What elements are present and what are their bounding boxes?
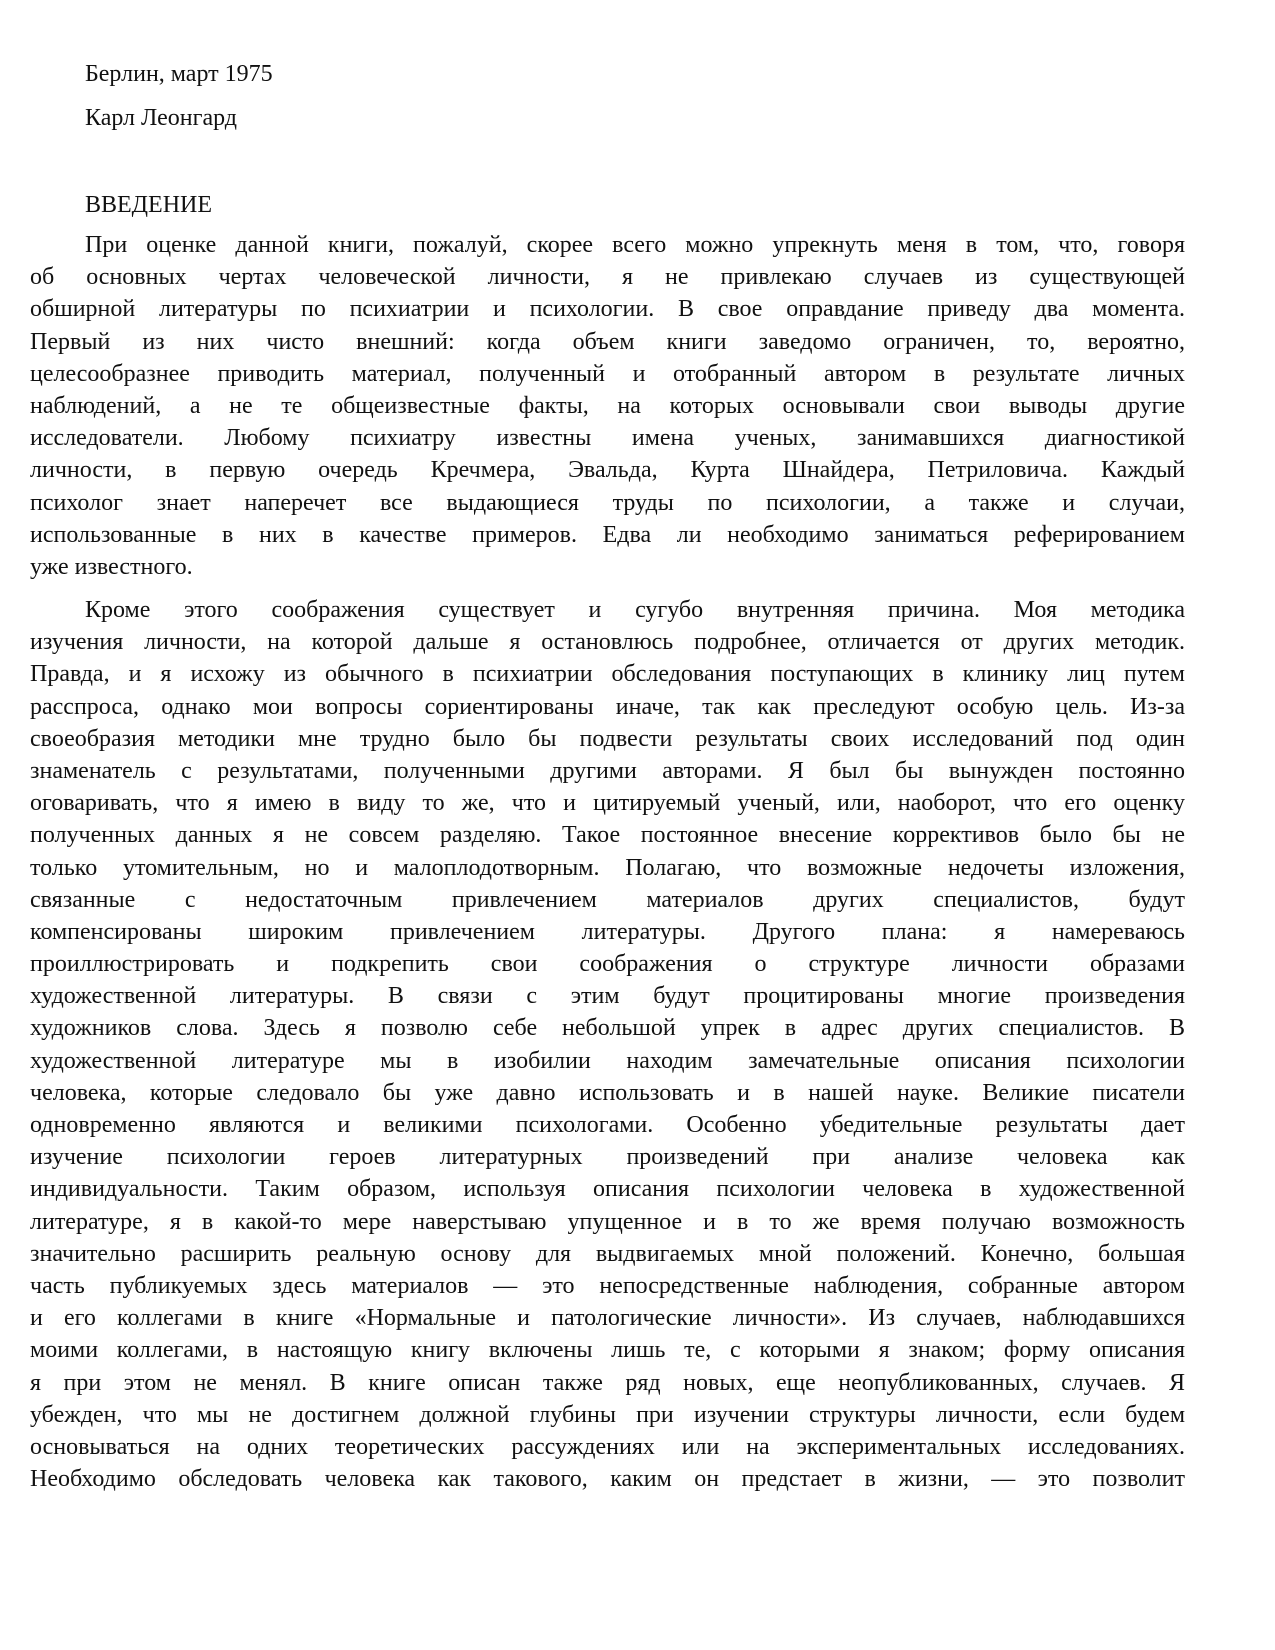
text-line: часть публикуемых здесь материалов — это непосредственные наблюдения, собранные автором	[30, 1272, 1185, 1299]
text-line: полученных данных я не совсем разделяю. Такое постоянное внесение коррективов было бы не	[30, 822, 1185, 849]
text-line: значительно расширить реальную основу для выдвигаемых мной положений. Конечно, большая	[30, 1240, 1185, 1267]
text-line: наблюдений, а не те общеизвестные факты, на которых основывали свои выводы другие	[30, 392, 1185, 419]
text-line: оговаривать, что я имею в виду то же, что и цитируемый ученый, или, наоборот, что его оценку	[30, 790, 1185, 817]
text-line: и его коллегами в книге «Нормальные и патологические личности». Из случаев, наблюдавшихся	[30, 1305, 1185, 1332]
text-line: человека, которые следовало бы уже давно использовать и в нашей науке. Великие писатели	[30, 1079, 1185, 1106]
text-line: одновременно являются и великими психологами. Особенно убедительные результаты дает	[30, 1112, 1185, 1138]
text-line: связанные с недостаточным привлечением материалов других специалистов, будут	[30, 886, 1185, 913]
text-line: Правда, и я исхожу из обычного в психиатрии обследования поступающих в клинику лиц путем	[30, 661, 1185, 688]
text-line: Необходимо обследовать человека как такового, каким он предстает в жизни, — это позволит	[30, 1466, 1185, 1493]
text-line: убежден, что мы не достигнем должной глубины при изучении структуры личности, если будем	[30, 1401, 1185, 1428]
text-line: моими коллегами, в настоящую книгу включены лишь те, с которыми я знаком; форму описания	[30, 1337, 1185, 1364]
text-line: уже известного.	[30, 553, 193, 580]
paragraph-2	[30, 594, 1185, 1495]
text-line: я при этом не менял. В книге описан также ряд новых, еще неопубликованных, случаев. Я	[30, 1369, 1185, 1396]
text-line: психолог знает наперечет все выдающиеся труды по психологии, а также и случаи,	[30, 489, 1185, 516]
paragraph-1	[30, 229, 1185, 583]
text-line: своеобразия методики мне трудно было бы подвести результаты своих исследований под один	[30, 725, 1185, 752]
text-line: компенсированы широким привлечением литературы. Другого плана: я намереваюсь	[30, 918, 1185, 945]
text-line: индивидуальности. Таким образом, используя описания психологии человека в художественной	[30, 1176, 1185, 1203]
text-line: исследователи. Любому психиатру известны имена ученых, занимавшихся диагностикой	[30, 425, 1185, 452]
text-line: об основных чертах человеческой личности, я не привлекаю случаев из существующей	[30, 264, 1185, 291]
text-line: художников слова. Здесь я позволю себе небольшой упрек в адрес других специалистов. В	[30, 1015, 1185, 1042]
section-title: ВВЕДЕНИЕ	[85, 192, 213, 218]
text-line: личности, в первую очередь Кречмера, Эвальда, Курта Шнайдера, Петриловича. Каждый	[30, 457, 1185, 484]
text-line: обширной литературы по психиатрии и психологии. В свое оправдание приведу два момента.	[30, 296, 1185, 323]
text-line: целесообразнее приводить материал, полученный и отобранный автором в результате личных	[30, 360, 1185, 387]
text-line: художественной литературы. В связи с этим будут процитированы многие произведения	[30, 983, 1185, 1010]
text-line: использованные в них в качестве примеров. Едва ли необходимо заниматься реферированием	[30, 521, 1185, 548]
text-line: основываться на одних теоретических рассуждениях или на экспериментальных исследованиях.	[30, 1433, 1185, 1460]
text-line: изучения личности, на которой дальше я остановлюсь подробнее, отличается от других методик.	[30, 629, 1185, 656]
text-line: изучение психологии героев литературных произведений при анализе человека как	[30, 1144, 1185, 1171]
author-name: Карл Леонгард	[85, 105, 238, 131]
text-line: только утомительным, но и малоплодотворным. Полагаю, что возможные недочеты изложения,	[30, 854, 1185, 881]
text-line: При оценке данной книги, пожалуй, скорее всего можно упрекнуть меня в том, что, говоря	[85, 232, 1185, 258]
text-line: художественной литературе мы в изобилии находим замечательные описания психологии	[30, 1047, 1185, 1074]
text-line: расспроса, однако мои вопросы сориентированы иначе, так как преследуют особую цель. Из-за	[30, 693, 1185, 720]
text-line: литературе, я в какой-то мере наверстываю упущенное и в то же время получаю возможность	[30, 1208, 1185, 1235]
text-line: Первый из них чисто внешний: когда объем книги заведомо ограничен, то, вероятно,	[30, 328, 1185, 355]
text-line: проиллюстрировать и подкрепить свои соображения о структуре личности образами	[30, 951, 1185, 978]
text-line: знаменатель с результатами, полученными другими авторами. Я был бы вынужден постоянно	[30, 757, 1185, 784]
text-line: Кроме этого соображения существует и сугубо внутренняя причина. Моя методика	[85, 597, 1185, 623]
place-date: Берлин, март 1975	[85, 61, 273, 87]
